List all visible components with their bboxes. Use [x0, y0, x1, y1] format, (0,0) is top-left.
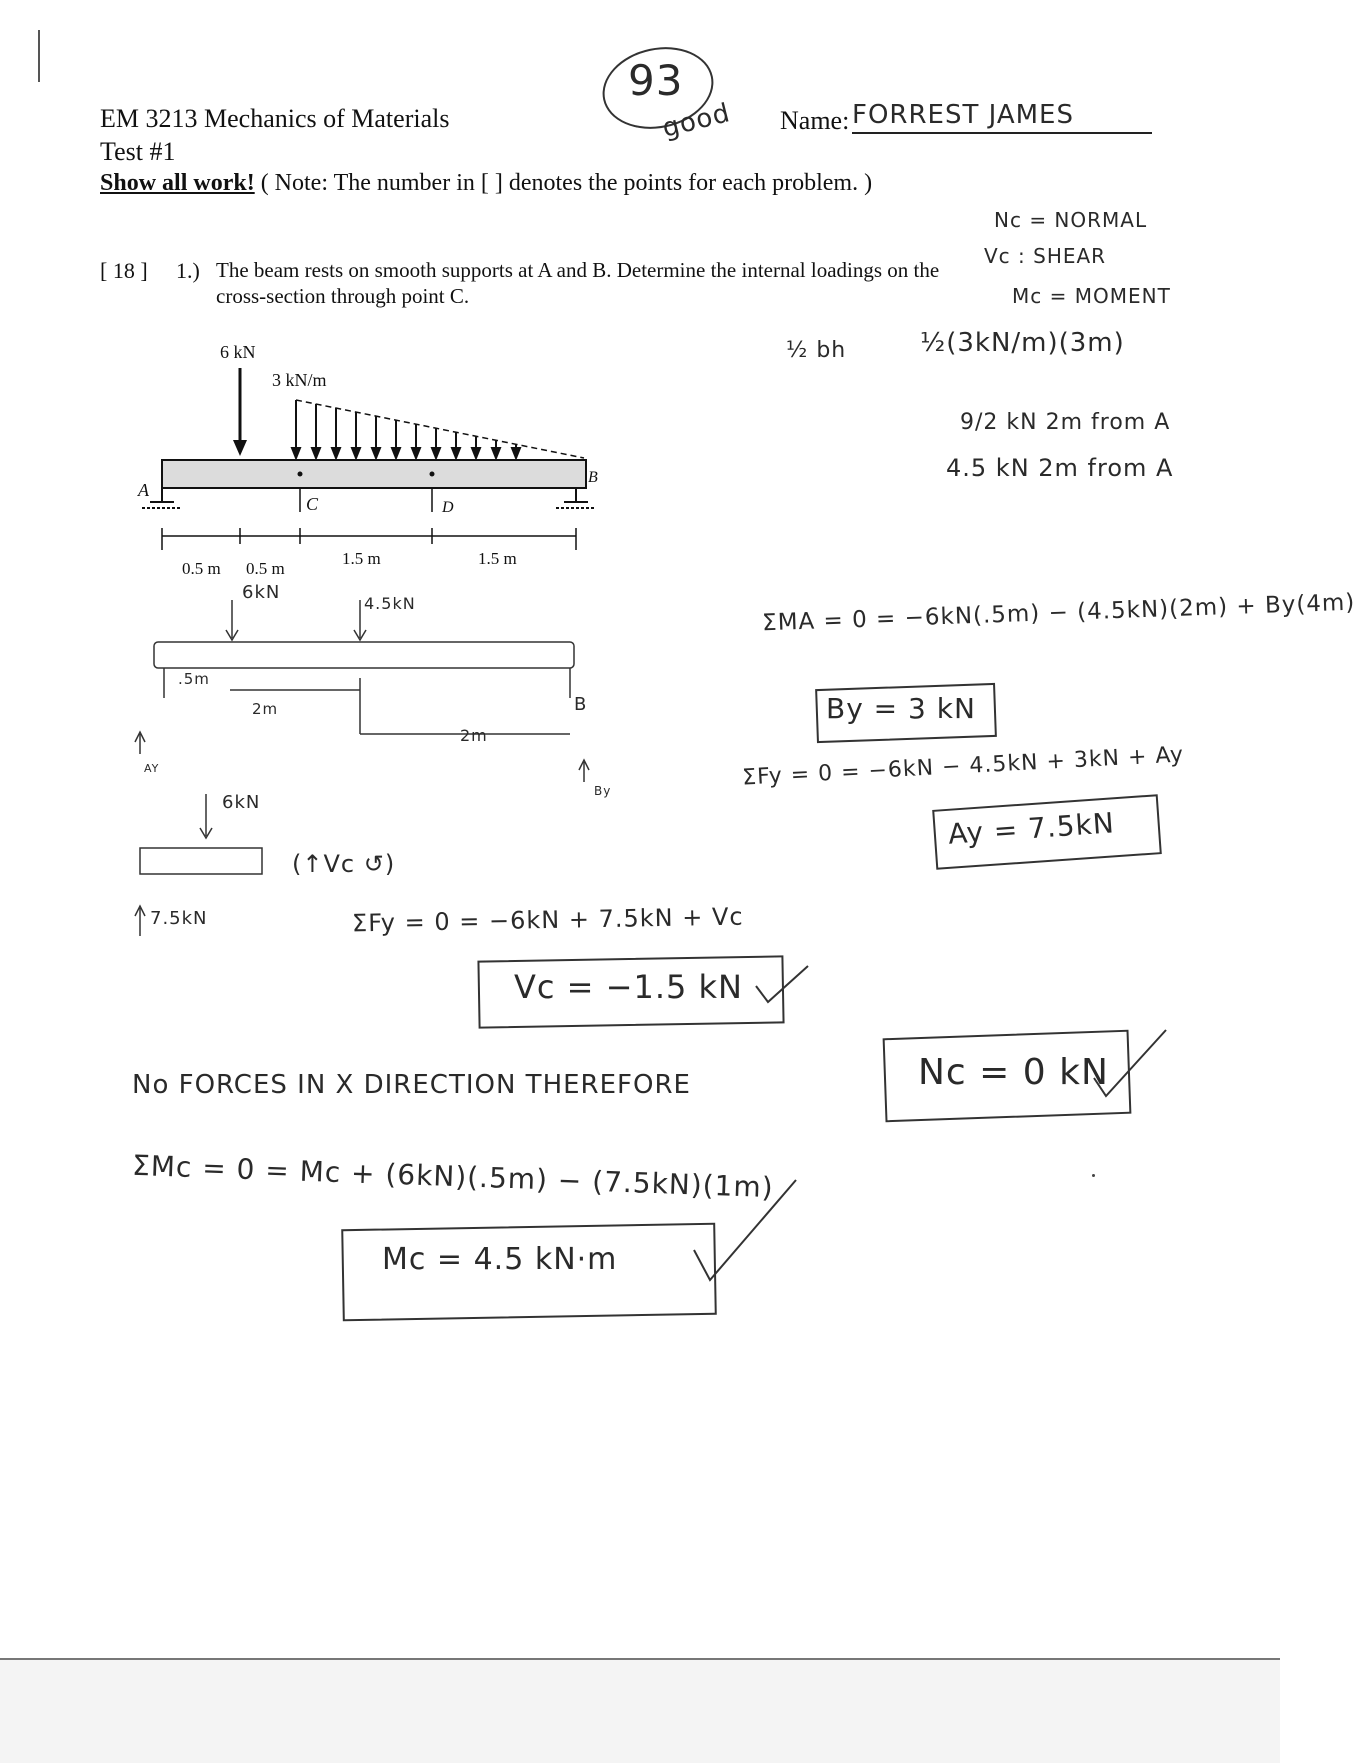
stray-dot: [1092, 1174, 1095, 1177]
fbd-beam: [154, 642, 574, 668]
beam-body: [162, 460, 586, 488]
sum-forces-y-2: ΣFy = 0 = −6kN + 7.5kN + Vc: [351, 902, 744, 938]
point-load-label: 6 kN: [220, 342, 256, 362]
fbd-45kn-label: 4.5kN: [364, 594, 416, 613]
resultant-value: 4.5 kN 2m from A: [946, 454, 1174, 482]
point-d-marker: [430, 472, 435, 477]
nc-result: Nc = 0 kN: [918, 1052, 1109, 1093]
label-d: D: [442, 499, 454, 516]
no-forces-statement: No FORCES IN X DIRECTION THEREFORE: [132, 1070, 691, 1100]
problem-points: [ 18 ]: [100, 258, 148, 283]
sum-moments-a: ΣMA = 0 = −6kN(.5m) − (4.5kN)(2m) + By(4m): [761, 589, 1356, 637]
fbd-05m-label: .5m: [178, 670, 210, 688]
legend-moment: Mc = MOMENT: [1012, 284, 1171, 308]
mc-result: Mc = 4.5 kN·m: [382, 1242, 618, 1277]
label-c: C: [306, 494, 319, 514]
beam-diagram: [136, 336, 596, 596]
test-number: Test #1: [100, 137, 176, 166]
legend-normal: Nc = NORMAL: [994, 208, 1148, 232]
fbd-b-label: B: [574, 694, 588, 715]
score-value: 93: [628, 56, 684, 105]
legend-shear: Vc : SHEAR: [984, 244, 1107, 268]
fbd-2m-b-label: 2m: [460, 726, 488, 745]
scan-bottom-band: [0, 1658, 1280, 1763]
instructions-line: [100, 170, 872, 197]
problem-text-line1: The beam rests on smooth supports at A and B. Determine the internal loadings on the: [216, 258, 940, 282]
fbd-ay-label: AY: [144, 762, 160, 775]
fbd-6kn-label: 6kN: [242, 582, 281, 603]
point-load-arrowhead: [233, 440, 247, 456]
section-vc-mc-labels: (↑Vc ↺): [292, 850, 396, 878]
section-beam: [140, 848, 262, 874]
mc-checkmark: [690, 1176, 800, 1286]
name-value: FORREST JAMES: [852, 100, 1152, 134]
dim-4: 1.5 m: [478, 549, 517, 568]
fbd-2m-a-label: 2m: [252, 700, 279, 718]
sum-forces-y-1: ΣFy = 0 = −6kN − 4.5kN + 3kN + Ay: [741, 742, 1185, 791]
ay-result: Ay = 7.5kN: [947, 806, 1116, 851]
point-c-marker: [298, 472, 303, 477]
vc-checkmark: [752, 962, 812, 1012]
note-text: ( Note: The number in [ ] denotes the points for each problem. ): [254, 170, 873, 196]
problem-number: 1.): [176, 258, 200, 283]
sum-moments-c: ΣMc = 0 = Mc + (6kN)(.5m) − (7.5kN)(1m): [131, 1148, 775, 1205]
section-75kn-label: 7.5kN: [150, 908, 208, 929]
area-formula: ½ bh: [786, 338, 847, 363]
vc-result: Vc = −1.5 kN: [514, 968, 743, 1006]
fbd-by-label: By: [594, 784, 612, 798]
dim-2: 0.5 m: [246, 559, 285, 578]
dist-load-label: 3 kN/m: [272, 370, 327, 390]
resultant-frac: 9/2 kN 2m from A: [960, 410, 1171, 435]
section-6kn-label: 6kN: [222, 792, 261, 813]
dist-load-arrows: [292, 400, 520, 458]
by-result: By = 3 kN: [826, 692, 976, 725]
name-label: Name:: [780, 106, 850, 135]
grade-comment: good: [659, 98, 734, 144]
dim-3: 1.5 m: [342, 549, 381, 568]
nc-checkmark: [1090, 1026, 1170, 1116]
dim-1: 0.5 m: [182, 559, 221, 578]
show-work-label: Show all work!: [100, 170, 255, 196]
label-b: B: [588, 469, 598, 486]
dimension-line: [162, 528, 576, 550]
course-title: EM 3213 Mechanics of Materials: [100, 104, 450, 133]
support-b: [556, 488, 594, 508]
area-calc: ½(3kN/m)(3m): [920, 328, 1125, 358]
label-a: A: [138, 480, 149, 500]
problem-text-line2: cross-section through point C.: [216, 284, 470, 308]
scan-edge-mark: [38, 30, 40, 82]
